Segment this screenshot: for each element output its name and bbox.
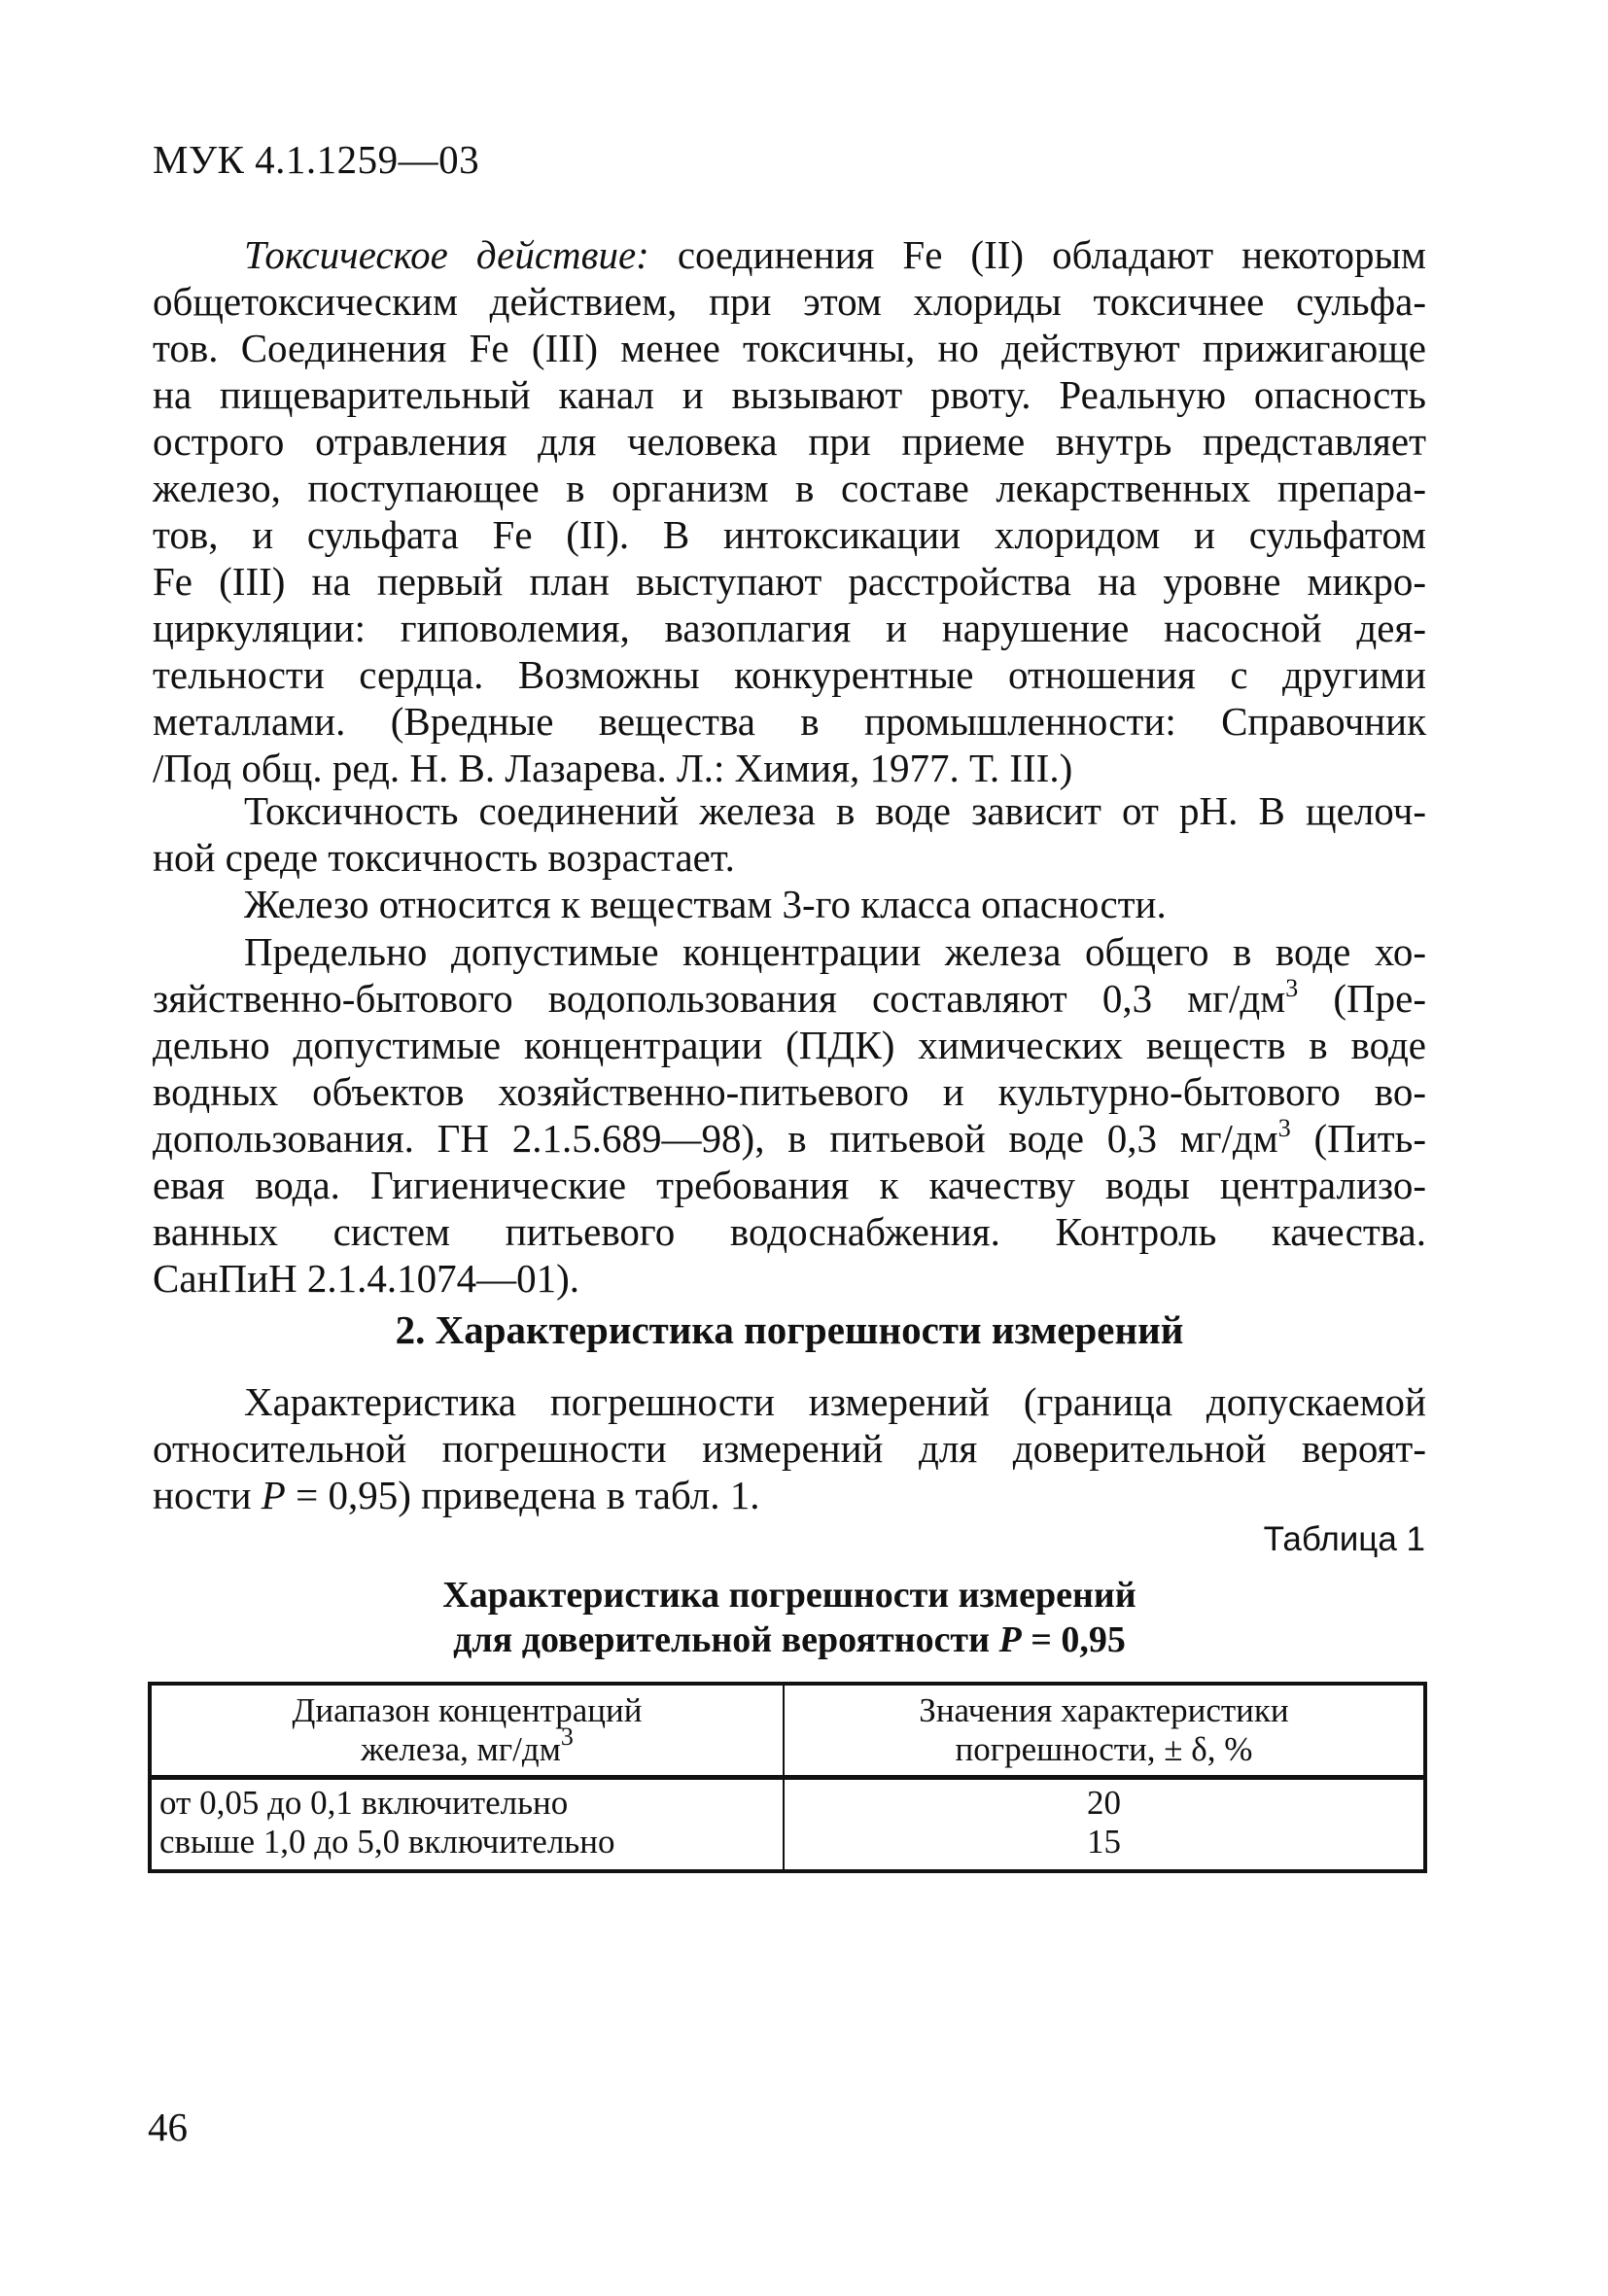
error-characteristics-table <box>148 1682 1427 1873</box>
paragraph-line: относительной погрешности измерений для доверительной вероят- <box>153 1426 1426 1471</box>
table-caption <box>153 1573 1426 1662</box>
toxic-effect-lead: Токсическое действие: <box>244 232 649 277</box>
toxic-effect-paragraph <box>153 231 1426 791</box>
superscript: 3 <box>1277 1114 1291 1142</box>
column-header-error-value: Значения характеристики погрешности, ± δ, % <box>784 1684 1425 1778</box>
paragraph-line: /Под общ. ред. Н. В. Лазарева. Л.: Химия, 1977. Т. III.) <box>153 746 1073 790</box>
table-cell-value: 15 <box>784 1823 1425 1871</box>
table-header-row <box>150 1684 1425 1778</box>
paragraph-line: тов. Соединения Fe (III) менее токсичны, но действуют прижигающе <box>153 326 1426 370</box>
superscript: 3 <box>560 1722 574 1751</box>
table-cell-range: от 0,05 до 0,1 включительно <box>150 1778 784 1824</box>
paragraph-line: допользования. ГН 2.1.5.689—98), в питьевой воде 0,3 $мг/дм^3$ (Пить- <box>153 1114 1426 1161</box>
table-row <box>150 1823 1425 1871</box>
table-label: Таблица 1 <box>1263 1520 1425 1558</box>
ph-paragraph <box>153 787 1426 881</box>
superscript: 3 <box>1285 974 1299 1002</box>
document-code-header: МУК 4.1.1259—03 <box>153 137 480 182</box>
pdk-paragraph <box>153 928 1426 1302</box>
paragraph-line: евая вода. Гигиенические требования к качеству воды централизо- <box>153 1163 1426 1207</box>
paragraph-line: Токсичность соединений железа в воде зависит от pH. В щелоч- <box>244 788 1426 833</box>
paragraph-line: Fe (III) на первый план выступают расстройства на уровне микро- <box>153 559 1426 604</box>
caption-line: Характеристика погрешности измерений <box>442 1575 1136 1616</box>
paragraph-line: зяйственно-бытового водопользования составляют 0,3 $мг/дм^3$ (Пре- <box>153 974 1426 1021</box>
paragraph-line: водных объектов хозяйственно-питьевого и культурно-бытового во- <box>153 1069 1426 1114</box>
paragraph-line: Характеристика погрешности измерений (граница допускаемой <box>244 1379 1426 1424</box>
table-cell-range: свыше 1,0 до 5,0 включительно <box>150 1823 784 1871</box>
paragraph-line: Токсическое действие: соединения Fe (II) обладают некоторым <box>244 232 1426 277</box>
page-number: 46 <box>148 2105 188 2149</box>
caption-line: для доверительной вероятности P = 0,95 <box>453 1619 1126 1660</box>
section-paragraph <box>153 1378 1426 1518</box>
paragraph-line: на пищеварительный канал и вызывают рвоту. Реальную опасность <box>153 372 1426 417</box>
paragraph-line: тов, и сульфата Fe (II). В интоксикации хлоридом и сульфатом <box>153 512 1426 557</box>
paragraph-line: дельно допустимые концентрации (ПДК) химических веществ в воде <box>153 1023 1426 1067</box>
column-header-range: Диапазон концентраций железа, $мг/дм^3$ <box>150 1684 784 1778</box>
paragraph-line: ванных систем питьевого водоснабжения. Контроль качества. <box>153 1209 1426 1254</box>
paragraph-line: ной среде токсичность возрастает. <box>153 835 735 880</box>
paragraph-line: циркуляции: гиповолемия, вазоплагия и нарушение насосной дея- <box>153 606 1426 650</box>
paragraph-line: тельности сердца. Возможны конкурентные отношения с другими <box>153 652 1426 697</box>
paragraph-line: ности P = 0,95) приведена в табл. 1. <box>153 1473 760 1517</box>
table-row <box>150 1778 1425 1824</box>
section-heading: 2. Характеристика погрешности измерений <box>395 1307 1184 1352</box>
paragraph-line: СанПиН 2.1.4.1074—01). <box>153 1256 580 1301</box>
hazard-class-paragraph <box>153 881 1426 927</box>
table-cell-value: 20 <box>784 1778 1425 1824</box>
paragraph-line: Железо относится к веществам 3-го класса опасности. <box>244 882 1167 926</box>
paragraph-line: острого отравления для человека при приеме внутрь представляет <box>153 419 1426 464</box>
paragraph-line: Предельно допустимые концентрации железа общего в воде хо- <box>244 929 1426 974</box>
paragraph-line: металлами. (Вредные вещества в промышленности: Справочник <box>153 699 1426 744</box>
paragraph-line: общетоксическим действием, при этом хлориды токсичнее сульфа- <box>153 279 1426 324</box>
paragraph-line: железо, поступающее в организм в составе лекарственных препара- <box>153 466 1426 510</box>
